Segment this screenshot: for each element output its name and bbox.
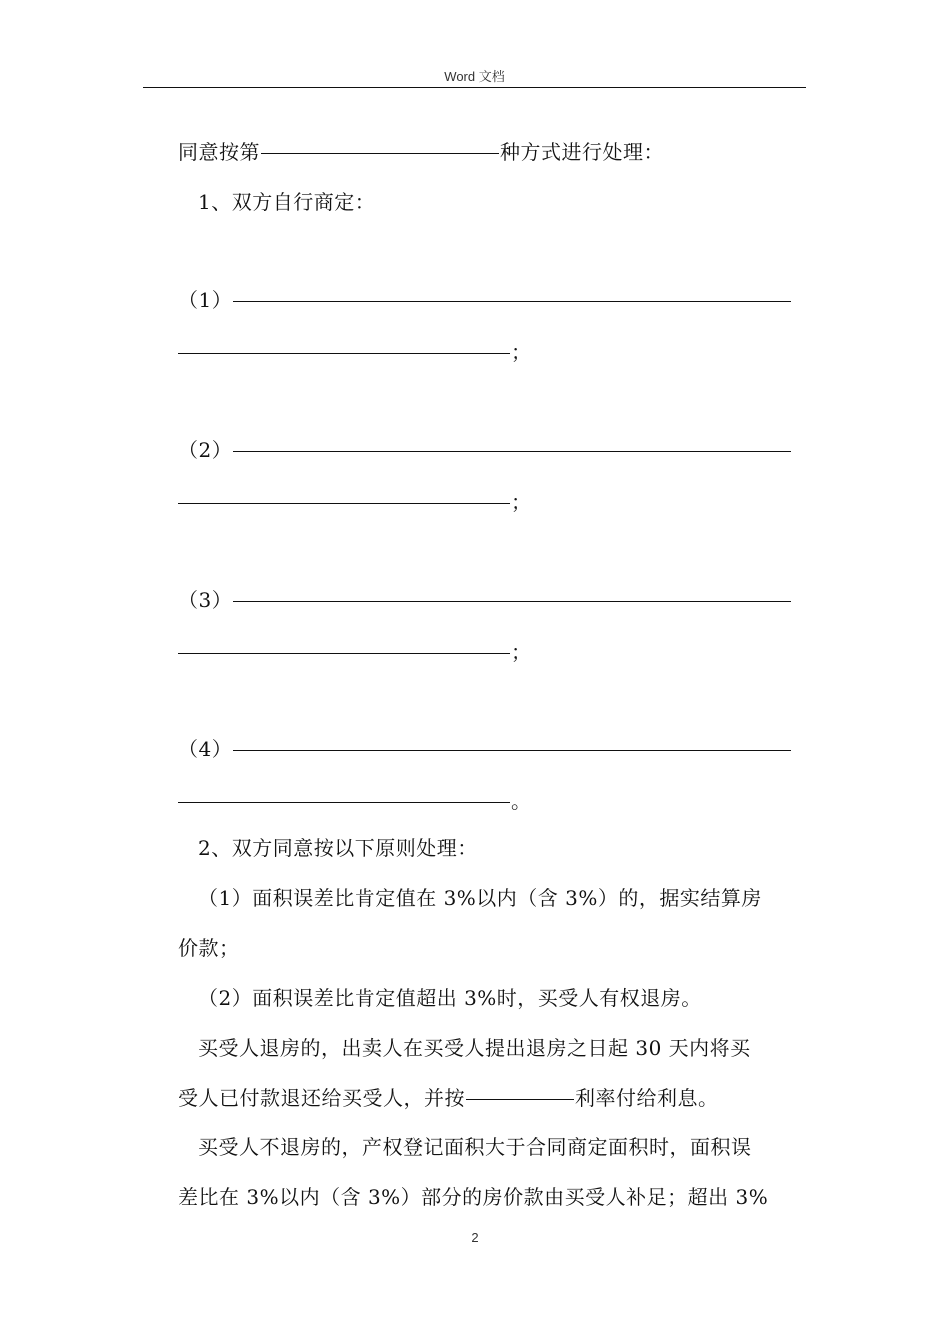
sub2-label: （2） xyxy=(178,438,233,462)
sub-item-2 xyxy=(178,437,792,463)
sub3-blank-line-2 xyxy=(178,653,510,654)
paragraph-a-line2: 价款； xyxy=(178,936,240,960)
sub4-blank-line xyxy=(233,750,791,751)
sub2-end: ； xyxy=(511,490,532,514)
sub-item-4 xyxy=(178,736,792,762)
sub1-end: ； xyxy=(511,340,532,364)
sub-item-2-cont xyxy=(178,489,532,515)
paragraph-c-line1: 买受人退房的，出卖人在买受人提出退房之日起 30 天内将买 xyxy=(198,1036,751,1060)
paragraph-method xyxy=(178,139,664,165)
paragraph-d-line1: 买受人不退房的，产权登记面积大于合同商定面积时，面积误 xyxy=(198,1135,752,1159)
paragraph-d-line2: 差比在 3%以内（含 3%）部分的房价款由买受人补足；超出 3% xyxy=(178,1185,769,1209)
sub-item-1-cont xyxy=(178,339,532,365)
page-number: 2 xyxy=(471,1230,479,1245)
sub4-label: （4） xyxy=(178,737,233,761)
method-prefix: 同意按第 xyxy=(178,140,260,164)
sub-item-4-cont xyxy=(178,788,532,814)
sub1-label: （1） xyxy=(178,288,233,312)
header-divider xyxy=(143,87,806,88)
sub3-blank-line xyxy=(233,601,791,602)
method-suffix: 种方式进行处理： xyxy=(500,140,664,164)
sub1-blank-line-2 xyxy=(178,353,510,354)
sub4-end: 。 xyxy=(511,789,532,813)
paragraph-c-line2 xyxy=(178,1085,719,1111)
sub2-blank-line xyxy=(233,451,791,452)
interest-rate-blank xyxy=(466,1099,574,1100)
item2-heading: 2、双方同意按以下原则处理： xyxy=(198,836,478,860)
sub3-label: （3） xyxy=(178,588,233,612)
sub2-blank-line-2 xyxy=(178,503,510,504)
sub3-end: ； xyxy=(511,640,532,664)
paragraph-a-line1: （1）面积误差比肯定值在 3%以内（含 3%）的，据实结算房 xyxy=(198,886,762,910)
paragraph-c-suffix: 利率付给利息。 xyxy=(575,1086,719,1110)
item1-heading: 1、双方自行商定： xyxy=(198,190,376,214)
sub-item-3 xyxy=(178,587,792,613)
sub-item-3-cont xyxy=(178,639,532,665)
sub4-blank-line-2 xyxy=(178,802,510,803)
paragraph-c-prefix: 受人已付款退还给买受人，并按 xyxy=(178,1086,465,1110)
paragraph-b: （2）面积误差比肯定值超出 3%时，买受人有权退房。 xyxy=(198,986,702,1010)
sub-item-1 xyxy=(178,287,792,313)
method-blank xyxy=(261,153,499,154)
page-header: Word 文档 xyxy=(444,69,505,84)
sub1-blank-line xyxy=(233,301,791,302)
